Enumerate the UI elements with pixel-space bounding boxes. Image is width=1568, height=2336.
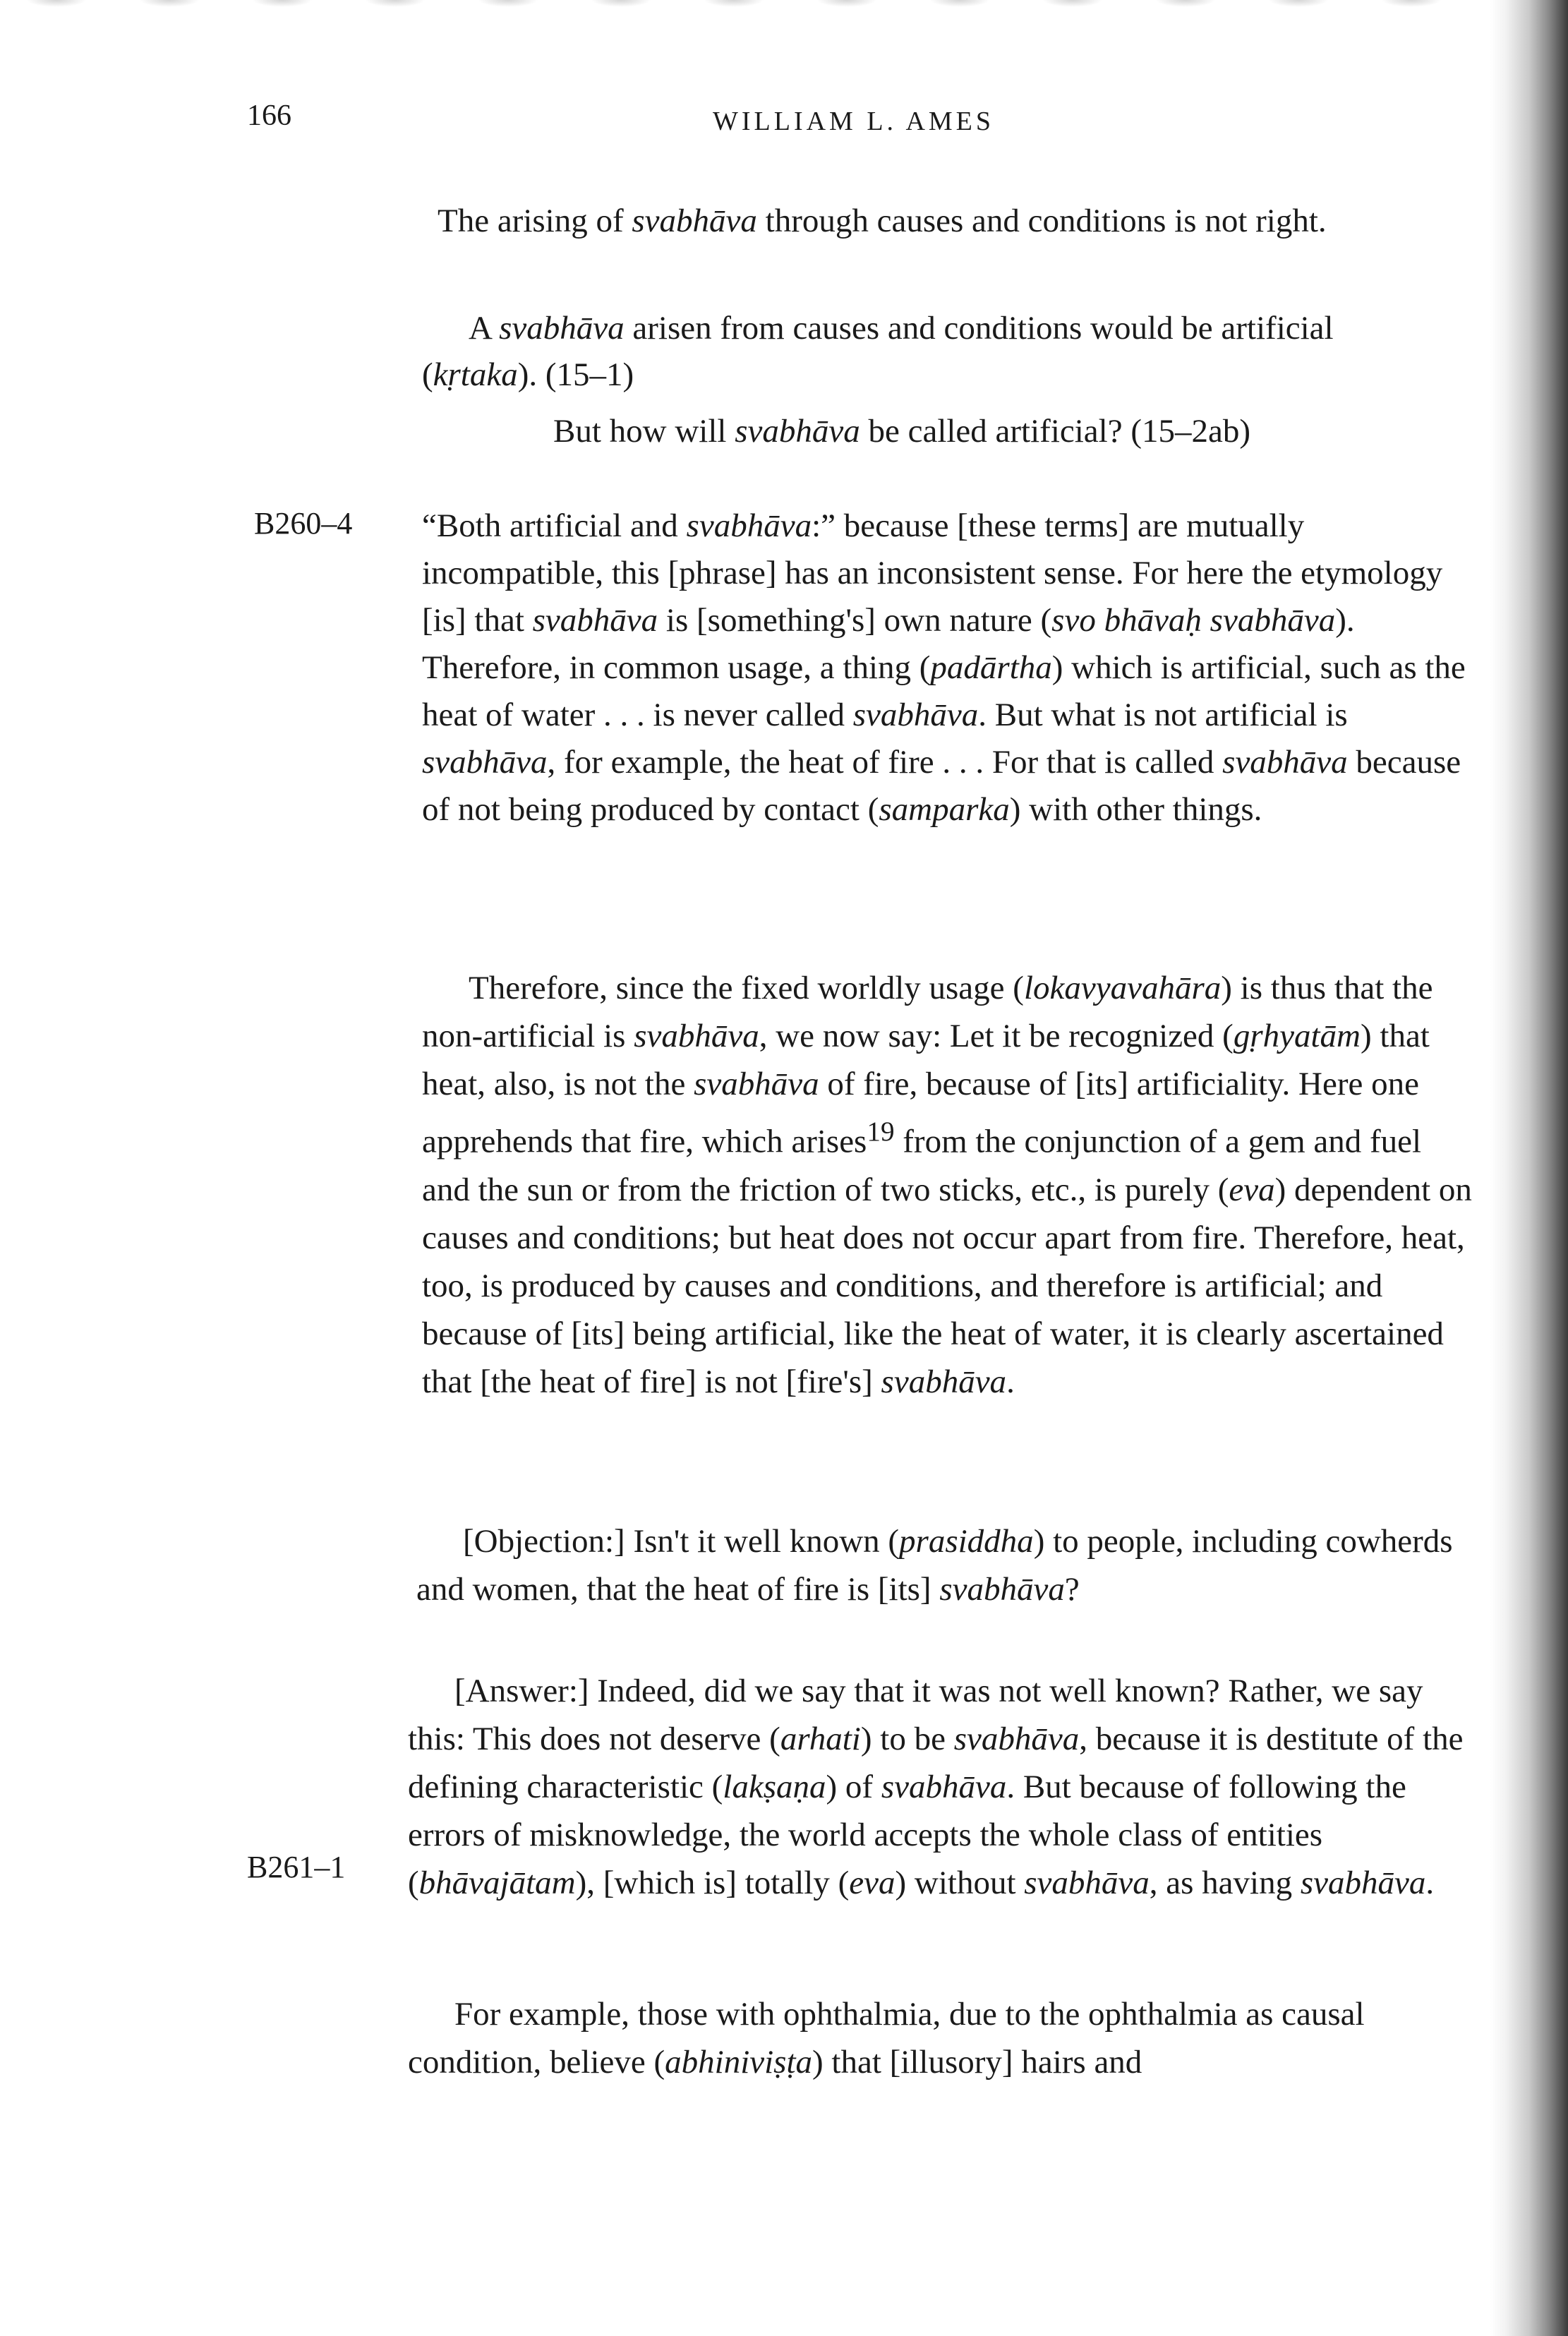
paragraph-1: “Both artificial and svabhāva:” because [these terms] are mutually incompatible, this [phrase] has an inconsistent sense. For here the etymology [is] that svabhāva is [something's] own nature (svo bhāvaḥ svabhāva). Therefore, in common usage, a thing (padārtha) which is artificial, such as the heat of water . . . is never called svabhāva. But what is not artificial is svabhāva, for example, the heat of fire . . . For that is called svabhāva because of not being produced by contact (samparka) with other things. [422, 507, 1466, 828]
footnote-marker-19: 19 [867, 1116, 895, 1147]
margin-reference-b260-4: B260–4 [254, 506, 353, 541]
paragraph-5: For example, those with ophthalmia, due to the ophthalmia as causal condition, believe (abhiniviṣṭa) that [illusory] hairs and [408, 1996, 1365, 2081]
verse-extract-line-1: The arising of svabhāva through causes and conditions is not right. [438, 203, 1327, 239]
margin-reference-b261-1: B261–1 [247, 1850, 346, 1884]
paragraph-3-objection: [Objection:] Isn't it well known (prasiddha) to people, including cowherds and women, that the heat of fire is [its] svabhāva? [416, 1523, 1453, 1608]
running-head [247, 99, 1376, 141]
page-top-edge-shadow [0, 0, 1568, 35]
paragraph-2: Therefore, since the fixed worldly usage (lokavyavahāra) is thus that the non-artificial is svabhāva, we now say: Let it be recognized (gṛhyatām) that heat, also, is not the svabhāva of fire, because of [its] artificiality. Here one apprehends that fire, which arises$^{19}$ from the conjunction of a gem and fuel and the sun or from the friction of two sticks, etc., is purely (eva) dependent on causes and conditions; but heat does not occur apart from fire. Therefore, heat, too, is produced by causes and conditions, and therefore is artificial; and because of [its] being artificial, like the heat of water, it is clearly ascertained that [the heat of fire] is not [fire's] svabhāva. [422, 970, 1472, 1400]
binding-edge-shadow [1490, 0, 1568, 2336]
verse-extract-line-2: A svabhāva arisen from causes and conditions would be artificial (kṛtaka). (15–1) [422, 310, 1334, 393]
verse-extract-line-3: But how will svabhāva be called artificial? (15–2ab) [553, 413, 1250, 450]
paragraph-4-answer: [Answer:] Indeed, did we say that it was not well known? Rather, we say this: This does not deserve (arhati) to be svabhāva, because it is destitute of the defining characteristic (lakṣaṇa) of svabhāva. But because of following the errors of misknowledge, the world accepts the whole class of entities (bhāvajātam), [which is] totally (eva) without svabhāva, as having svabhāva. [408, 1673, 1464, 1901]
page-number: 166 [247, 100, 291, 132]
running-head-author: WILLIAM L. AMES [713, 107, 995, 136]
